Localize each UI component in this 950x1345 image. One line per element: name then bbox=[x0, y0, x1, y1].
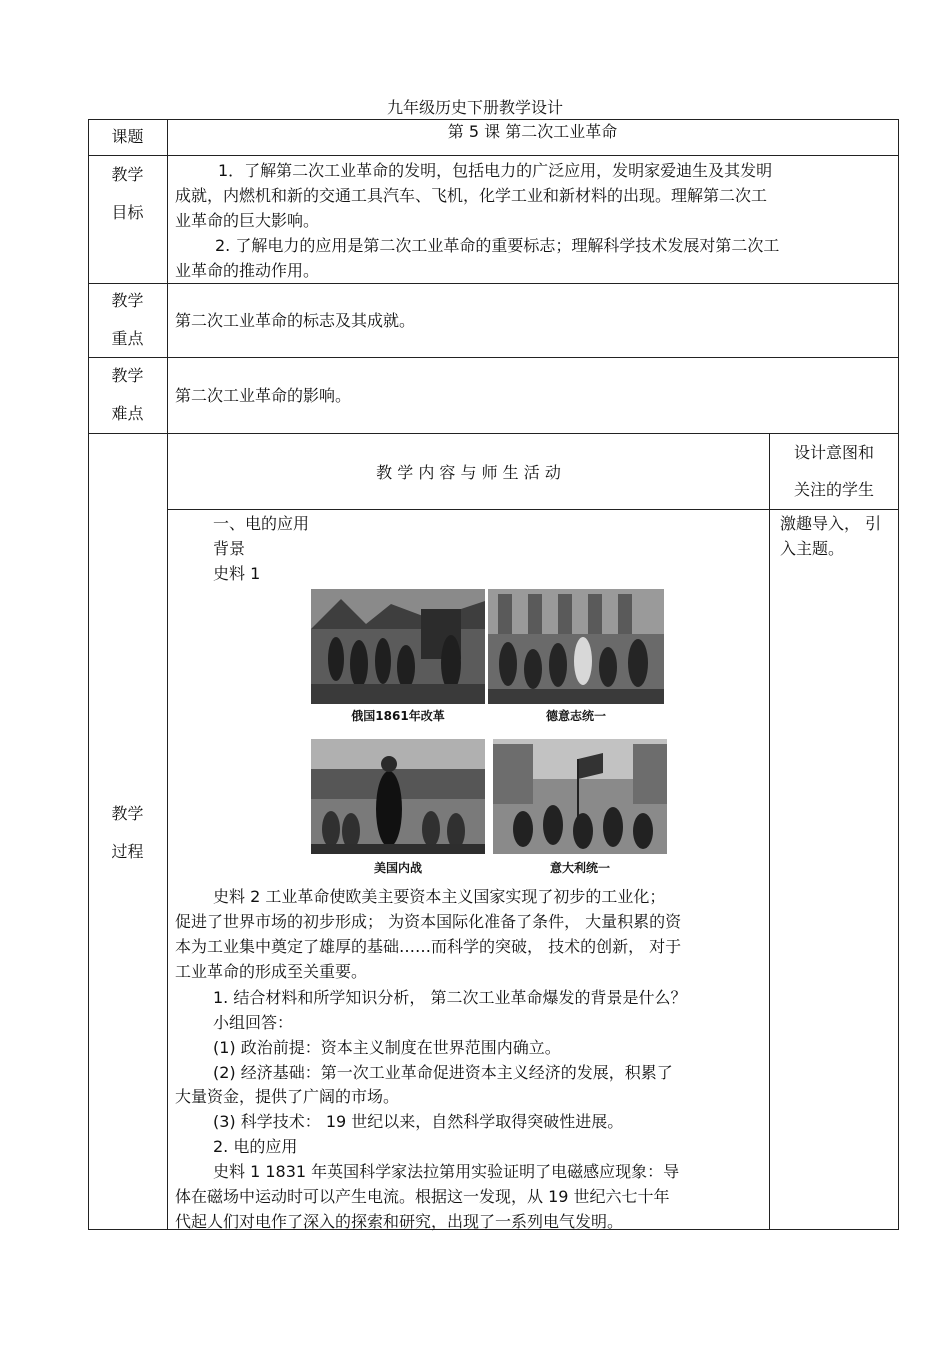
goals-line-2: 成就，内燃机和新的交通工具汽车、飞机，化学工业和新材料的出现。理解第二次工 bbox=[175, 186, 768, 205]
topic-value: 第 5 课 第二次工业革命 bbox=[447, 122, 618, 141]
topic-label: 课题 bbox=[111, 127, 144, 146]
process-line-4: 工业革命的形成至关重要。 bbox=[175, 962, 368, 981]
process-label bbox=[88, 795, 167, 871]
goals-line-5: 业革命的推动作用。 bbox=[175, 261, 320, 280]
figure-russia-reform bbox=[311, 589, 485, 704]
goals-line-1: 1．了解第二次工业革命的发明，包括电力的广泛应用，发明家爱迪生及其发明 bbox=[218, 161, 773, 180]
difficulty-label-line-2: 难点 bbox=[111, 404, 144, 423]
key-label-line-1: 教学 bbox=[111, 291, 144, 310]
goals-label-line-1: 教学 bbox=[111, 165, 144, 184]
goals-label bbox=[88, 156, 167, 232]
process-line-8: (2) 经济基础：第一次工业革命促进资本主义经济的发展，积累了 bbox=[213, 1063, 673, 1082]
process-line-6: 小组回答： bbox=[213, 1013, 294, 1032]
goals-line-4: 2. 了解电力的应用是第二次工业革命的重要标志；理解科学技术发展对第二次工 bbox=[215, 236, 780, 255]
figure-american-civil-war bbox=[311, 739, 485, 854]
goals-line-3: 业革命的巨大影响。 bbox=[175, 211, 320, 230]
figure-american-civil-war-caption: 美国内战 bbox=[373, 861, 422, 875]
process-label-line-1: 教学 bbox=[111, 804, 144, 823]
process-line-9: 大量资金，提供了广阔的市场。 bbox=[175, 1087, 400, 1106]
figure-italian-unification-caption: 意大利统一 bbox=[549, 861, 610, 875]
process-line-7: (1) 政治前提：资本主义制度在世界范围内确立。 bbox=[213, 1038, 561, 1057]
process-line-5: 1. 结合材料和所学知识分析， 第二次工业革命爆发的背景是什么？ bbox=[213, 988, 687, 1007]
process-line-3: 本为工业集中奠定了雄厚的基础……而科学的突破， 技术的创新， 对于 bbox=[175, 937, 682, 956]
figure-italian-unification bbox=[493, 739, 667, 854]
figure-russia-reform-caption: 俄国1861年改革 bbox=[351, 709, 445, 723]
side-note-line-1: 激趣导入， 引 bbox=[780, 514, 882, 533]
difficulty-value: 第二次工业革命的影响。 bbox=[175, 386, 352, 405]
key-label bbox=[88, 282, 167, 358]
process-label-line-2: 过程 bbox=[111, 842, 144, 861]
section-heading: 一、电的应用 bbox=[213, 514, 310, 533]
process-line-2: 促进了世界市场的初步形成； 为资本国际化准备了条件， 大量积累的资 bbox=[175, 912, 682, 931]
process-line-1: 史料 2 工业革命使欧美主要资本主义国家实现了初步的工业化； bbox=[213, 887, 666, 906]
process-line-14: 代起人们对电作了深入的探索和研究，出现了一系列电气发明。 bbox=[175, 1212, 624, 1231]
side-header-line-2: 关注的学生 bbox=[793, 480, 874, 499]
process-line-10: (3) 科学技术： 19 世纪以来，自然科学取得突破性进展。 bbox=[213, 1112, 624, 1131]
difficulty-label-line-1: 教学 bbox=[111, 366, 144, 385]
figure-german-unification-caption: 德意志统一 bbox=[545, 709, 606, 723]
process-line-11: 2. 电的应用 bbox=[213, 1137, 298, 1156]
document-title: 九年级历史下册教学设计 bbox=[386, 98, 563, 117]
content-header: 教 学 内 容 与 师 生 活 动 bbox=[376, 463, 561, 482]
difficulty-label bbox=[88, 357, 167, 433]
side-note-line-2: 入主题。 bbox=[780, 539, 845, 558]
process-line-13: 体在磁场中运动时可以产生电流。根据这一发现，从 19 世纪六七十年 bbox=[175, 1187, 670, 1206]
key-value: 第二次工业革命的标志及其成就。 bbox=[175, 311, 416, 330]
side-header-line-1: 设计意图和 bbox=[793, 443, 874, 462]
key-label-line-2: 重点 bbox=[111, 329, 144, 348]
source-1-label: 史料 1 bbox=[213, 564, 261, 583]
background-label: 背景 bbox=[213, 539, 246, 558]
figure-german-unification bbox=[488, 589, 664, 704]
process-line-12: 史料 1 1831 年英国科学家法拉第用实验证明了电磁感应现象：导 bbox=[213, 1162, 680, 1181]
goals-label-line-2: 目标 bbox=[111, 203, 144, 222]
